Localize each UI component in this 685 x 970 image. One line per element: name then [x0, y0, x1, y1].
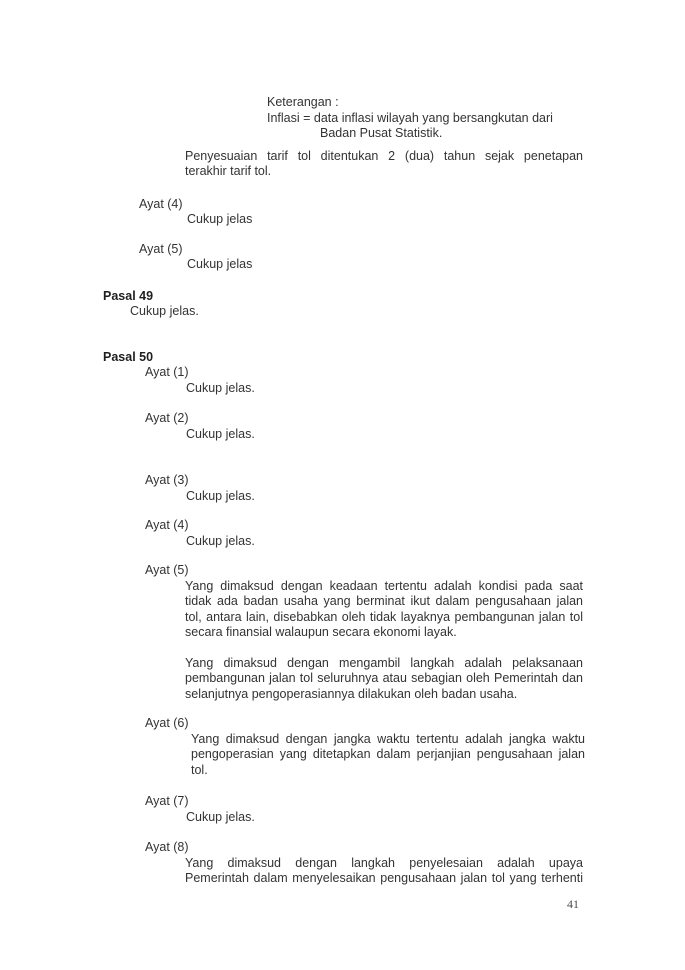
- ayat-body: Cukup jelas.: [186, 426, 255, 441]
- paragraph-line: Yang dimaksud dengan mengambil langkah adalah pelaksanaan: [185, 655, 583, 670]
- ayat-label: Ayat (4): [139, 196, 183, 211]
- ayat-block-7: [103, 794, 585, 825]
- keterangan-inflasi-line: Inflasi = data inflasi wilayah yang bersangkutan dari: [267, 110, 553, 125]
- pasal-49-body: Cukup jelas.: [130, 304, 199, 318]
- paragraph-line: Yang dimaksud dengan jangka waktu tertentu adalah jangka waktu: [191, 731, 585, 746]
- ayat-block-6: [103, 716, 585, 778]
- ayat-body: Cukup jelas.: [186, 533, 255, 548]
- ayat-body: Cukup jelas.: [186, 809, 255, 824]
- keterangan-bps-line: Badan Pusat Statistik.: [320, 126, 443, 140]
- paragraph-line: tidak ada badan usaha yang berminat ikut dalam pengusahaan jalan: [185, 594, 583, 608]
- ayat-block-1: [103, 365, 585, 396]
- pasal-50-title: Pasal 50: [103, 349, 154, 364]
- ayat-label: Ayat (1): [145, 365, 189, 379]
- keterangan-label: Keterangan :: [267, 95, 339, 109]
- ayat-block-8: [103, 840, 585, 887]
- paragraph-line: Yang dimaksud dengan langkah penyelesaian adalah upaya: [185, 855, 583, 870]
- ayat-body: Cukup jelas: [187, 257, 253, 271]
- ayat-label: Ayat (6): [145, 716, 189, 730]
- paragraph-line: pengoperasian yang ditetapkan dalam perjanjian pengusahaan jalan: [191, 747, 585, 761]
- paragraph-line: selanjutnya pengoperasiannya dilakukan oleh badan usaha.: [185, 686, 518, 701]
- ayat-label: Ayat (8): [145, 840, 189, 854]
- ayat-block-5: [103, 563, 585, 702]
- pasal-49-title: Pasal 49: [103, 288, 154, 303]
- ayat-body: Cukup jelas.: [186, 380, 255, 395]
- ayat-paragraph: [191, 732, 585, 779]
- paragraph-line: pembangunan jalan tol seluruhnya atau sebagian oleh Pemerintah dan: [185, 671, 583, 685]
- ayat-block-3: [103, 473, 585, 504]
- ayat-paragraph: [185, 856, 583, 887]
- ayat-block-4: [103, 518, 585, 549]
- ayat-label: Ayat (3): [145, 473, 189, 487]
- ayat-label: Ayat (5): [139, 241, 183, 256]
- paragraph-line: Penyesuaian tarif tol ditentukan 2 (dua) tahun sejak penetapan: [185, 148, 583, 163]
- penyesuaian-paragraph: [185, 149, 583, 180]
- paragraph-line: tol.: [191, 762, 208, 777]
- ayat-label: Ayat (7): [145, 794, 189, 808]
- paragraph-line: terakhir tarif tol.: [185, 164, 272, 178]
- paragraph-line: Pemerintah dalam menyelesaikan pengusahaan jalan tol yang terhenti: [185, 871, 583, 885]
- ayat-body: Cukup jelas.: [186, 488, 255, 503]
- ayat-label: Ayat (5): [145, 563, 189, 577]
- paragraph-line: tol, antara lain, disebabkan oleh tidak layaknya pembangunan jalan tol: [185, 609, 583, 624]
- paragraph-line: secara finansial walaupun secara ekonomi layak.: [185, 625, 457, 639]
- page-number: 41: [567, 897, 579, 911]
- page-content: [103, 95, 585, 887]
- ayat-block-top-4: [103, 197, 585, 228]
- paragraph-line: Yang dimaksud dengan keadaan tertentu adalah kondisi pada saat: [185, 578, 583, 593]
- ayat-body: Cukup jelas: [187, 212, 253, 226]
- ayat-block-top-5: [103, 242, 585, 273]
- ayat-paragraph: [185, 656, 583, 703]
- ayat-label: Ayat (2): [145, 411, 189, 425]
- ayat-paragraph: [185, 579, 583, 641]
- ayat-label: Ayat (4): [145, 518, 189, 532]
- ayat-block-2: [103, 411, 585, 442]
- pasal-49-block: [103, 289, 585, 320]
- keterangan-block: [267, 95, 585, 142]
